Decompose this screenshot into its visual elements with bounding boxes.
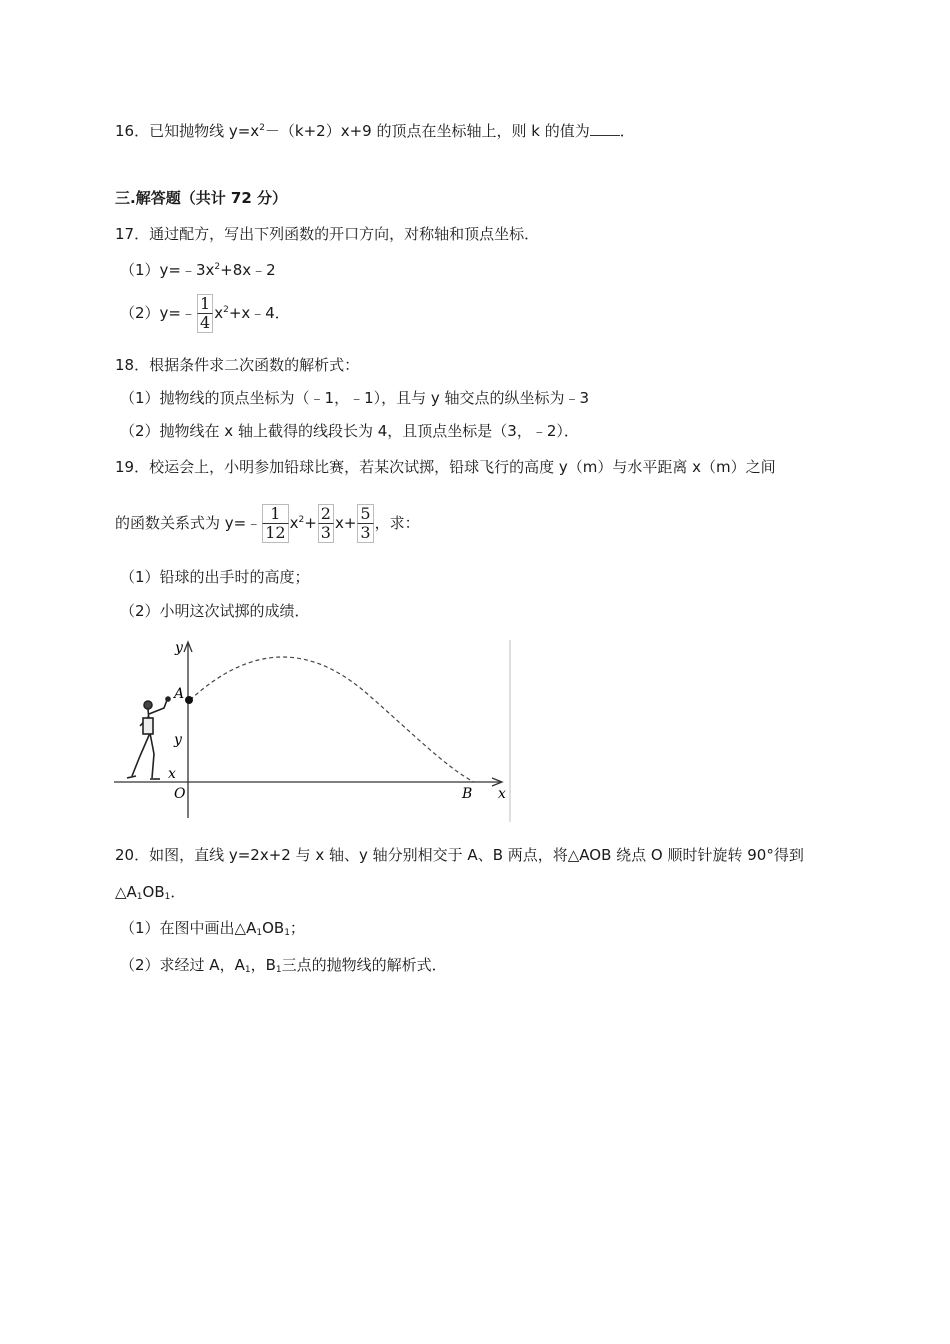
q16-number: 16． <box>115 122 150 140</box>
q17-part-2 <box>120 294 290 333</box>
q20-p1-text-a: （1）在图中画出△A <box>120 919 257 937</box>
q18-part-1: （1）抛物线的顶点坐标为（﹣1，﹣1），且与 y 轴交点的纵坐标为﹣3 <box>120 389 590 407</box>
q20-p2-text-b: ，B <box>250 956 276 974</box>
q20-s2-text-c: ． <box>170 883 186 901</box>
q20-stem-line-1: 20．如图，直线 y=2x+2 与 x 轴、y 轴分别相交于 A、B 两点，将△AOB 绕点 O 顺时针旋转 90°得到 <box>115 846 804 864</box>
q19-formula-text-a: 的函数关系式为 y=﹣ <box>115 514 262 532</box>
q20-s2-sub-2: 1 <box>164 892 171 902</box>
q19-f3-numerator: 5 <box>357 504 373 523</box>
q17-stem: 17．通过配方，写出下列函数的开口方向，对称轴和顶点坐标． <box>115 225 540 243</box>
q20-s2-sub-1: 1 <box>136 892 143 902</box>
q16-answer-blank <box>590 121 620 136</box>
q16-text-b: －（k+2）x+9 的顶点在坐标轴上，则 k 的值为 <box>264 122 590 140</box>
q20-part-2 <box>120 955 447 980</box>
q20-p2-sub-1: 1 <box>244 965 251 975</box>
q20-p1-text-b: OB <box>262 919 285 937</box>
label-y-axis: y <box>175 640 183 656</box>
label-x-segment: x <box>168 766 176 782</box>
q17-p2-denominator: 4 <box>197 313 213 333</box>
q16-line <box>115 118 635 141</box>
point-a <box>185 696 193 704</box>
q20-s2-text-a: △A <box>115 883 137 901</box>
section-3-title: 三.解答题（共计 72 分） <box>115 189 288 207</box>
q19-part-1: （1）铅球的出手时的高度； <box>120 568 310 586</box>
q20-p2-text-a: （2）求经过 A，A <box>120 956 245 974</box>
q20-p2-sub-2: 1 <box>275 965 282 975</box>
q19-stem: 19．校运会上，小明参加铅球比赛，若某次试掷，铅球飞行的高度 y（m）与水平距离 x（m）之间 <box>115 458 776 476</box>
q20-stem-line-2 <box>115 882 185 907</box>
q20-part-1 <box>120 918 305 943</box>
q20-p1-text-c: ； <box>289 919 305 937</box>
q19-formula-text-c: + <box>304 514 317 532</box>
shot-put-figure <box>112 638 514 824</box>
q17-p2-text-b: x <box>214 304 224 322</box>
q18-stem: 18．根据条件求二次函数的解析式： <box>115 356 360 374</box>
q19-fraction-3 <box>357 504 373 543</box>
q19-formula-text-e: ，求： <box>374 514 420 532</box>
q19-formula-text-d: x+ <box>334 514 357 532</box>
q19-formula-text-b: x <box>289 514 299 532</box>
q19-f2-denominator: 3 <box>318 523 334 543</box>
q20-p1-sub-1: 1 <box>256 928 263 938</box>
label-y-segment: y <box>174 732 182 748</box>
q19-f1-denominator: 12 <box>262 523 288 543</box>
q17-p2-fraction <box>197 294 213 333</box>
label-a: A <box>174 686 185 702</box>
q20-p2-text-c: 三点的抛物线的解析式． <box>281 956 447 974</box>
q17-p1-text-a: （1）y=﹣3x <box>120 261 215 279</box>
q17-p2-numerator: 1 <box>197 294 213 313</box>
thrower-icon <box>127 697 170 779</box>
q17-p1-exponent: 2 <box>214 262 221 272</box>
q17-p2-exponent: 2 <box>223 305 229 315</box>
q19-formula-exponent: 2 <box>298 515 305 525</box>
q17-p1-text-b: +8x﹣2 <box>220 261 276 279</box>
q16-text-c: ． <box>619 122 635 140</box>
q17-part-1 <box>120 257 276 280</box>
q19-f1-numerator: 1 <box>262 504 288 523</box>
q19-part-2: （2）小明这次试掷的成绩． <box>120 602 310 620</box>
q19-fraction-2 <box>318 504 334 543</box>
q17-p2-text-c: +x﹣4． <box>228 304 290 322</box>
q19-formula-line <box>115 504 420 543</box>
q18-part-2: （2）抛物线在 x 轴上截得的线段长为 4，且顶点坐标是（3，﹣2）． <box>120 422 579 440</box>
q16-exponent: 2 <box>259 123 265 133</box>
q20-s2-text-b: OB <box>142 883 165 901</box>
q19-fraction-1 <box>262 504 288 543</box>
trajectory-curve <box>190 657 474 782</box>
q20-p1-sub-2: 1 <box>284 928 290 938</box>
label-b: B <box>462 786 473 802</box>
q19-f2-numerator: 2 <box>318 504 334 523</box>
label-x-axis: x <box>498 786 506 802</box>
q17-p2-text-a: （2）y=﹣ <box>120 304 196 322</box>
q16-text-a: 已知抛物线 y=x <box>149 122 260 140</box>
label-origin: O <box>174 786 186 802</box>
q19-f3-denominator: 3 <box>357 523 373 543</box>
